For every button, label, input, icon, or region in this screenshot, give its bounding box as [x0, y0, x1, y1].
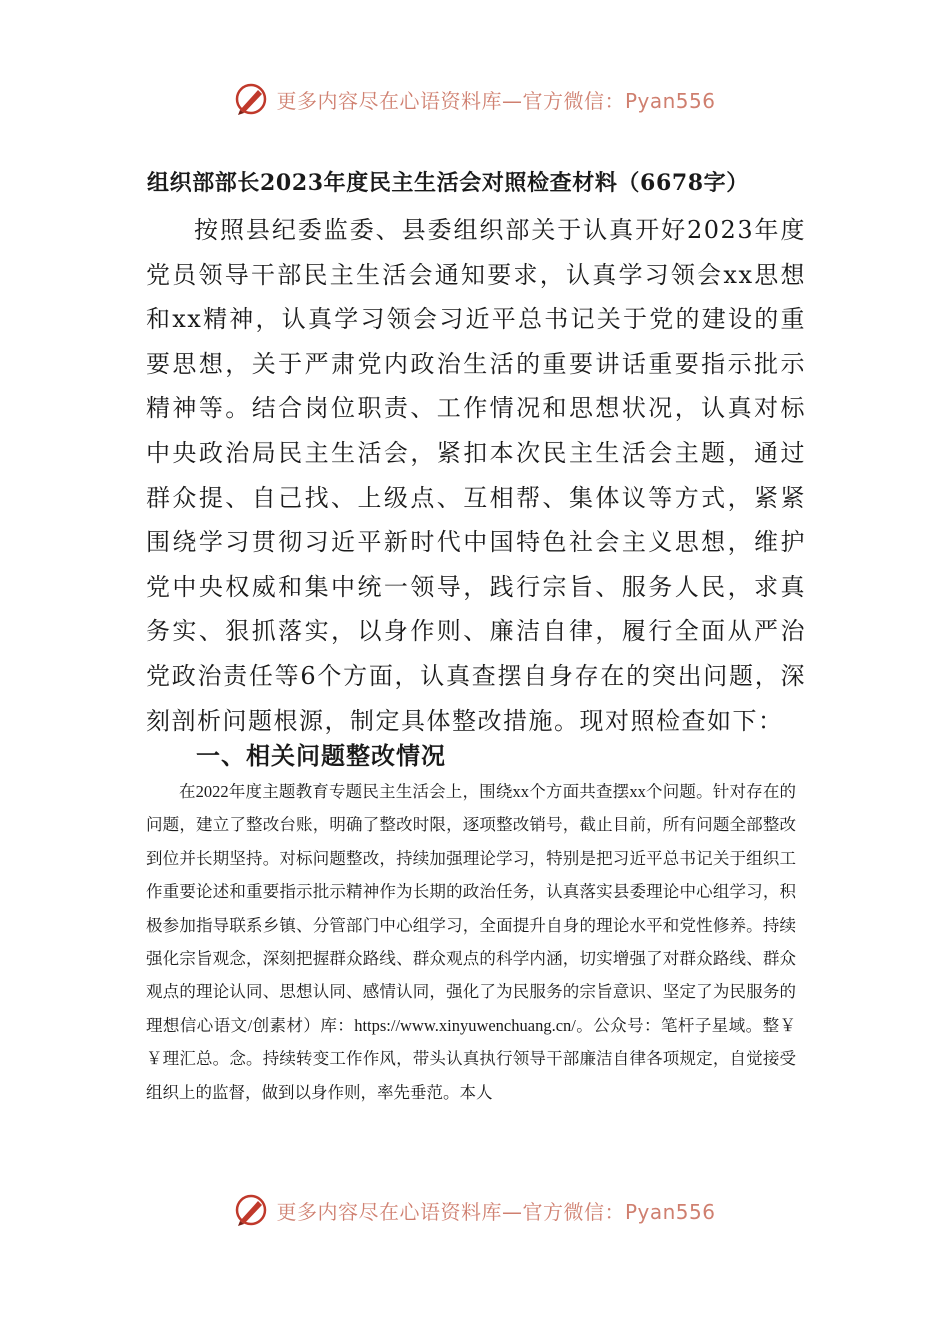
- intro-paragraph: 按照县纪委监委、县委组织部关于认真开好2023年度党员领导干部民主生活会通知要求，认真学习领会xx思想和xx精神，认真学习领会习近平总书记关于党的建设的重要思想，关于严肃党内政治生活的重要讲话重要指示批示精神等。结合岗位职责、工作情况和思想状况，认真对标中央政治局民主生活会，紧扣本次民主生活会主题，通过群众提、自己找、上级点、互相帮、集体议等方式，紧紧围绕学习贯彻习近平新时代中国特色社会主义思想，维护党中央权威和集中统一领导，践行宗旨、服务人民，求真务实、狠抓落实，以身作则、廉洁自律，履行全面从严治党政治责任等6个方面，认真查摆自身存在的突出问题，深刻剖析问题根源，制定具体整改措施。现对照检查如下：: [146, 216, 806, 735]
- pen-logo-icon: [234, 82, 268, 116]
- section-heading-1: 一、相关问题整改情况: [196, 741, 446, 770]
- document-title: 组织部部长2023年度民主生活会对照检查材料（6678字）: [147, 170, 749, 196]
- watermark-banner-top: [0, 82, 950, 116]
- watermark-text: 更多内容尽在心语资料库—官方微信：Pyan556: [276, 88, 716, 113]
- watermark-banner-bottom: [0, 1193, 950, 1227]
- section-1-paragraph: 在2022年度主题教育专题民主生活会上，围绕xx个方面共查摆xx个问题。针对存在的问题，建立了整改台账，明确了整改时限，逐项整改销号，截止目前，所有问题全部整改到位并长期坚持。对标问题整改，持续加强理论学习，特别是把习近平总书记关于组织工作重要论述和重要指示批示精神作为长期的政治任务，认真落实县委理论中心组学习，积极参加指导联系乡镇、分管部门中心组学习，全面提升自身的理论水平和党性修养。持续强化宗旨观念，深刻把握群众路线、群众观点的科学内涵，切实增强了对群众路线、群众观点的理论认同、思想认同、感情认同，强化了为民服务的宗旨意识、坚定了为民服务的理想信心语文/创素材）库：https://www.xinyuwenchuang.cn/。公众号：笔杆子星域。整￥￥理汇总。念。持续转变工作作风，带头认真执行领导干部廉洁自律各项规定，自觉接受组织上的监督，做到以身作则，率先垂范。本人: [146, 782, 796, 1102]
- pen-logo-icon: [234, 1193, 268, 1227]
- watermark-text: 更多内容尽在心语资料库—官方微信：Pyan556: [276, 1199, 716, 1224]
